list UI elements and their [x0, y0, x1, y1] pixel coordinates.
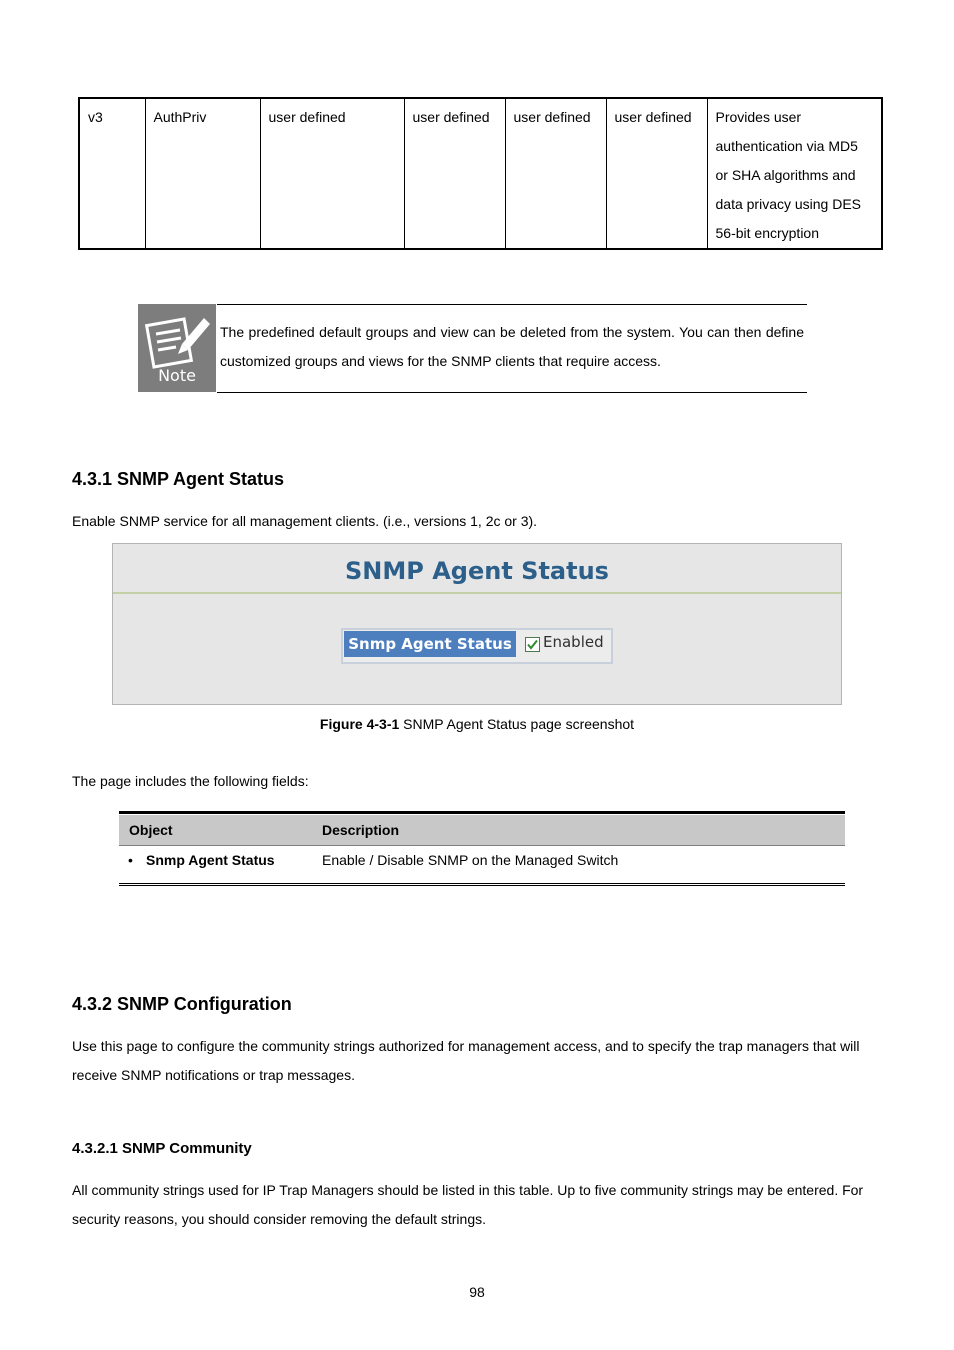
note-icon-label: Note [158, 366, 196, 385]
fields-table-top-rule [119, 811, 845, 814]
table-row [79, 98, 882, 249]
section-paragraph: Use this page to configure the community strings authorized for management access, and to specify the trap managers that will receive SNMP notifications or trap messages. [72, 1038, 860, 1083]
note-icon [138, 304, 216, 392]
screenshot-divider [113, 592, 841, 594]
figure-caption [0, 716, 954, 732]
description-line: data privacy using DES [715, 196, 862, 212]
header-object: Object [129, 822, 173, 838]
description-cell [707, 98, 882, 249]
description-line: 56-bit encryption [715, 225, 820, 241]
row-description: Enable / Disable SNMP on the Managed Switch [322, 852, 619, 868]
section-heading: 4.3.2 SNMP Configuration [72, 994, 292, 1014]
bullet-icon: • [128, 852, 133, 868]
table-cell: AuthPriv [145, 98, 260, 249]
table-row [119, 846, 845, 882]
enabled-label: Enabled [543, 633, 604, 651]
page-number: 98 [469, 1284, 485, 1300]
security-level-table [78, 97, 883, 250]
description-line: authentication via MD5 [715, 138, 858, 154]
checkmark-icon [526, 638, 539, 651]
caption-figure-number: Figure 4-3-1 [319, 716, 400, 732]
section-intro: Enable SNMP service for all management clients. (i.e., versions 1, 2c or 3). [72, 513, 538, 529]
section-heading: 4.3.1 SNMP Agent Status [72, 469, 285, 489]
snmp-agent-status-field [341, 628, 613, 664]
table-cell: user defined [260, 98, 404, 249]
screenshot-title: SNMP Agent Status [345, 557, 609, 585]
subsection-heading: 4.3.2.1 SNMP Community [72, 1140, 252, 1157]
description-line: Provides user [715, 109, 802, 125]
row-object: Snmp Agent Status [146, 852, 275, 868]
snmp-agent-status-screenshot [112, 543, 842, 705]
note-text: The predefined default groups and view can be deleted from the system. You can then define customized groups and views for the SNMP clients that require access. [220, 324, 804, 369]
note-top-rule [217, 304, 807, 305]
header-description: Description [322, 822, 400, 838]
note-bottom-rule [217, 392, 807, 393]
snmp-agent-status-label: Snmp Agent Status [344, 631, 516, 657]
table-cell: user defined [606, 98, 707, 249]
fields-intro: The page includes the following fields: [72, 773, 309, 789]
subsection-paragraph: All community strings used for IP Trap Managers should be listed in this table. Up to five community strings may be entered. For security reasons, you should consider removing the default strings. [72, 1182, 864, 1227]
table-cell: v3 [79, 98, 145, 249]
enabled-checkbox[interactable] [525, 637, 540, 652]
fields-table-bottom-rule [119, 883, 845, 886]
table-cell: user defined [404, 98, 505, 249]
caption-text: SNMP Agent Status page screenshot [399, 716, 635, 732]
fields-table-header [119, 815, 845, 846]
description-line: or SHA algorithms and [715, 167, 856, 183]
table-cell: user defined [505, 98, 606, 249]
